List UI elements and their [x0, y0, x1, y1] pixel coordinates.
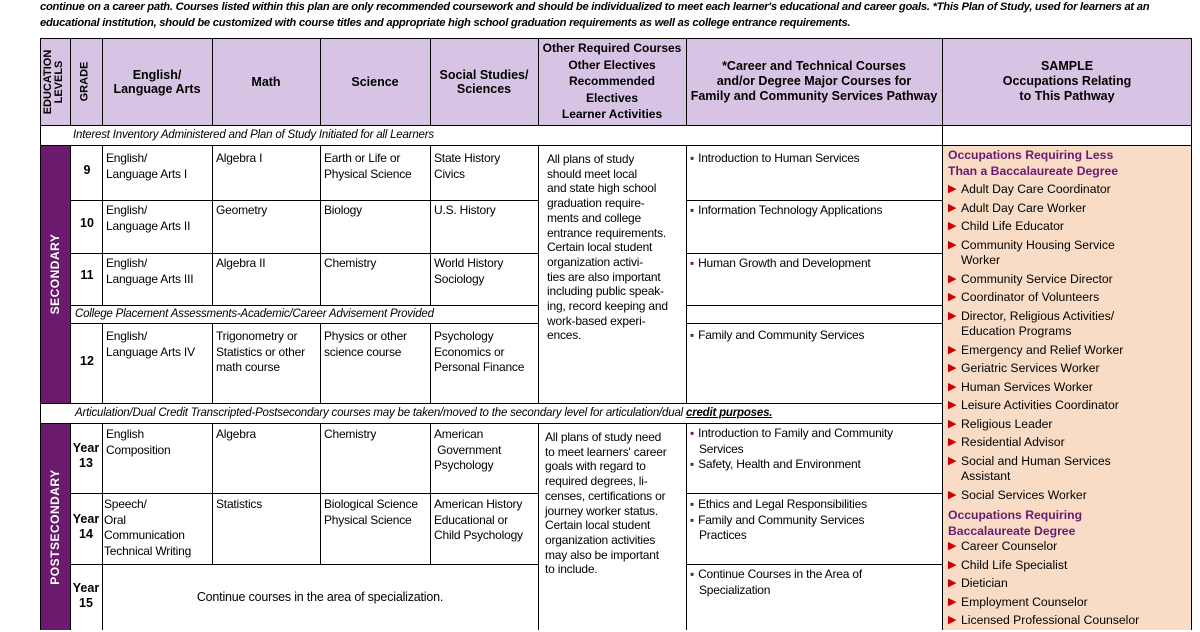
postsecondary-band [40, 423, 70, 630]
career-item: ▪ Continue Courses in the Area of Specialization [690, 567, 862, 597]
triangle-bullet-icon: ▶ [948, 291, 957, 303]
row11-english: English/ Language Arts III [106, 256, 194, 286]
grade-9: 9 [83, 163, 91, 177]
triangle-bullet-icon: ▶ [948, 595, 957, 608]
row11-math: Algebra II [216, 256, 266, 270]
occupation-item: ▶ Emergency and Relief Worker [948, 342, 1124, 357]
occupations-bacc-title: Occupations Requiring Baccalaureate Degree [948, 508, 1083, 538]
triangle-bullet-icon: ▶ [948, 343, 957, 356]
career-item: ▪ Ethics and Legal Responsibilities ▪ Family and Community Services Practices [690, 497, 867, 542]
grade-12: 12 [80, 354, 94, 368]
other-header: Other Required Courses Other Electives Recommended Electives Learner Activities [542, 41, 682, 122]
grade-year-15: Year 15 [72, 581, 100, 610]
occupation-item: ▶ Human Services Worker [948, 379, 1093, 394]
continue-text: Continue courses in the area of specialization. [196, 590, 444, 604]
occupation-item: ▶ Social and Human Services Assistant [948, 453, 1111, 483]
row10-math: Geometry [216, 203, 268, 217]
year13-social: American Government Psychology [434, 427, 502, 472]
grade-header: GRADE [78, 61, 91, 102]
triangle-bullet-icon: ▶ [948, 183, 957, 195]
year13-science: Chemistry [324, 427, 377, 441]
grade-11: 11 [80, 268, 94, 282]
triangle-bullet-icon: ▶ [948, 540, 957, 552]
education-levels-header: EDUCATION LEVELS [42, 49, 65, 115]
occupation-item: ▶ Community Service Director [948, 271, 1113, 286]
occupation-item: ▶ Religious Leader [948, 416, 1053, 431]
row12-english: English/ Language Arts IV [106, 329, 195, 359]
triangle-bullet-icon: ▶ [948, 362, 957, 374]
year14-science: Biological Science Physical Science [324, 497, 418, 527]
occupation-item: ▶ Employment Counselor [948, 594, 1088, 609]
secondary-label: SECONDARY [48, 233, 62, 315]
year13-english: English Composition [106, 427, 171, 457]
career-item: ▪ Family and Community Services [690, 328, 865, 342]
social-header: Social Studies/ Sciences [439, 67, 529, 96]
postsecondary-label: POSTSECONDARY [48, 469, 62, 585]
row10-social: U.S. History [434, 203, 496, 217]
occupations-less-title: Occupations Requiring Less Than a Baccalaureate Degree [948, 148, 1119, 178]
triangle-bullet-icon: ▶ [948, 488, 957, 501]
occupations-list [948, 148, 1192, 632]
row9-english: English/ Language Arts I [106, 151, 188, 181]
triangle-bullet-icon: ▶ [948, 577, 957, 589]
placement-note: College Placement Assessments-Academic/Career Advisement Provided [75, 308, 434, 320]
row12-math: Trigonometry or Statistics or other math course [216, 329, 305, 374]
grade-year-14: Year 14 [72, 512, 100, 541]
sample-header: SAMPLE Occupations Relating to This Pathway [1002, 59, 1132, 103]
secondary-band [40, 145, 70, 403]
triangle-bullet-icon: ▶ [948, 238, 957, 251]
triangle-bullet-icon: ▶ [948, 380, 957, 393]
occupation-item: ▶ Social Services Worker [948, 487, 1087, 502]
occupation-item: ▶ Dietician [948, 576, 1008, 590]
occupation-item: ▶ Coordinator of Volunteers [948, 290, 1100, 304]
row10-science: Biology [324, 203, 362, 217]
row10-english: English/ Language Arts II [106, 203, 191, 233]
triangle-bullet-icon: ▶ [948, 614, 957, 626]
occupation-item: ▶ Licensed Professional Counselor [948, 613, 1140, 627]
english-header: English/ Language Arts [113, 67, 201, 96]
row9-social: State History Civics [434, 151, 501, 181]
year14-social: American History Educational or Child Psychology [434, 497, 523, 542]
triangle-bullet-icon: ▶ [948, 272, 957, 285]
math-header: Math [251, 74, 281, 89]
year13-math: Algebra [216, 427, 256, 441]
occupation-item: ▶ Geriatric Services Worker [948, 361, 1100, 375]
science-header: Science [351, 74, 399, 89]
career-item: ▪ Human Growth and Development [690, 256, 871, 270]
triangle-bullet-icon: ▶ [948, 436, 957, 448]
career-item: ▪ Introduction to Family and Community Services ▪ Safety, Health and Environment [690, 426, 893, 471]
occupation-item: ▶ Child Life Specialist [948, 557, 1068, 572]
grade-10: 10 [80, 216, 94, 230]
inventory-note: Interest Inventory Administered and Plan of Study Initiated for all Learners [73, 129, 434, 141]
triangle-bullet-icon: ▶ [948, 454, 957, 467]
occupation-item: ▶ Residential Advisor [948, 435, 1065, 449]
grade-year-13: Year 13 [72, 441, 100, 470]
row11-social: World History Sociology [434, 256, 504, 286]
year14-math: Statistics [216, 497, 263, 511]
triangle-bullet-icon: ▶ [948, 309, 957, 322]
career-header: *Career and Technical Courses and/or Degree Major Courses for Family and Community Services Pathway [690, 59, 938, 103]
secondary-other-text: All plans of study should meet local and state high school graduation require- ments and college entrance requirements. Certain local student organization activi- ties are also important including public speak- ing, record keeping and work-based experi- ences. [547, 152, 668, 343]
row12-social: Psychology Economics or Personal Finance [434, 329, 525, 374]
year14-english: Speech/ Oral Communication Technical Writing [104, 497, 192, 558]
row12-science: Physics or other science course [324, 329, 407, 359]
triangle-bullet-icon: ▶ [948, 399, 957, 411]
triangle-bullet-icon: ▶ [948, 220, 957, 232]
intro-text: continue on a career path. Courses listed within this plan are only recommended coursework and should be individualized to meet each learner's educational and career goals. *This Plan of Study, used for learners at an educational institution, should be customized with course titles and appropriate high school graduation requirements as well as college entrance requirements. [40, 1, 1150, 29]
occupation-item: ▶ Community Housing Service Worker [948, 237, 1115, 267]
triangle-bullet-icon: ▶ [948, 558, 957, 571]
occupation-item: ▶ Adult Day Care Coordinator [948, 182, 1111, 196]
row11-science: Chemistry [324, 256, 377, 270]
post-other-text: All plans of study need to meet learners' career goals with regard to required degrees, li- censes, certifications or journey worker status. Certain local student organization activities may also be important to include. [545, 430, 667, 577]
articulation-note: Articulation/Dual Credit Transcripted-Postsecondary courses may be taken/moved to the secondary level for articulation/dual credit purposes. [75, 407, 773, 419]
row9-math: Algebra I [216, 151, 263, 165]
occupation-item: ▶ Leisure Activities Coordinator [948, 398, 1119, 412]
occupation-item: ▶ Director, Religious Activities/ Education Programs [948, 308, 1115, 338]
triangle-bullet-icon: ▶ [948, 201, 957, 214]
occupation-item: ▶ Child Life Educator [948, 219, 1064, 233]
career-item: ▪ Introduction to Human Services [690, 151, 860, 165]
occupation-item: ▶ Career Counselor [948, 539, 1058, 553]
row9-science: Earth or Life or Physical Science [324, 151, 412, 181]
triangle-bullet-icon: ▶ [948, 417, 957, 430]
career-item: ▪ Information Technology Applications [690, 203, 883, 217]
occupation-item: ▶ Adult Day Care Worker [948, 200, 1087, 215]
